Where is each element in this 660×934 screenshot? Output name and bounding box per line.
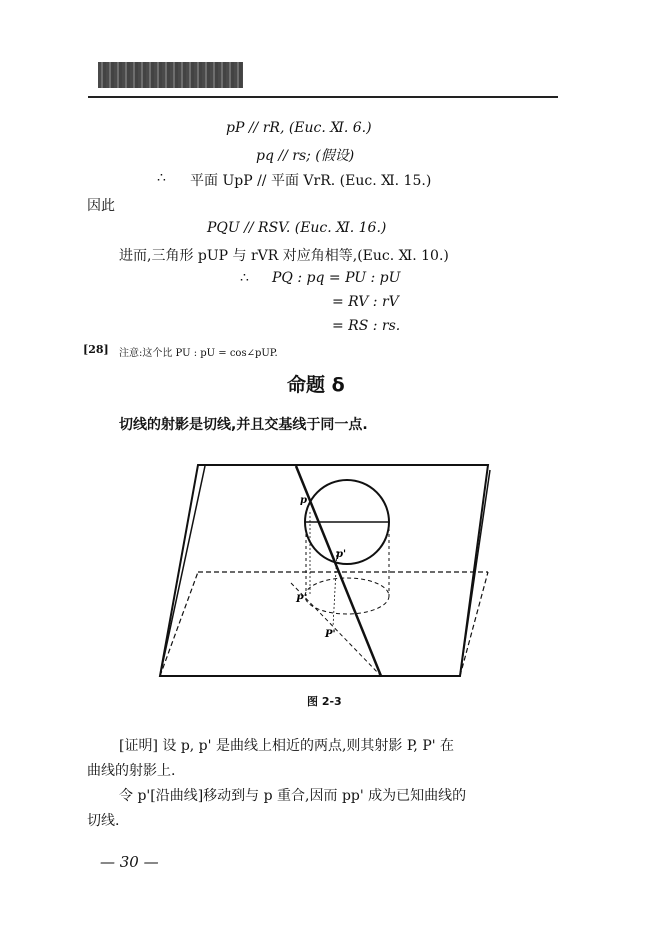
label-P: P	[296, 594, 304, 605]
label-P-prime: P'	[325, 629, 336, 640]
projected-ellipse	[305, 578, 389, 614]
footnote-marker: [28]	[83, 343, 109, 356]
therefore-symbol-2: ∴	[240, 270, 249, 286]
figure-caption: 图 2-3	[307, 695, 342, 708]
page-number: — 30 —	[100, 853, 159, 871]
equation-line-4: PQU // RSV. (Euc. Ⅺ. 16.)	[207, 220, 387, 236]
footnote-text: 注意:这个比 PU : pU = cos∠pUP.	[119, 348, 278, 359]
label-p-prime: p'	[336, 549, 347, 560]
ratio-line-2: = RV : rV	[332, 294, 399, 310]
therefore-symbol: ∴	[157, 170, 166, 186]
ratio-line-3: = RS : rs.	[332, 318, 401, 334]
equation-line-2: pq // rs; (假设)	[256, 148, 355, 164]
proof-line-2: 曲线的射影上.	[87, 763, 176, 779]
hence-label: 因此	[87, 198, 115, 214]
proposition-title: 命题 δ	[287, 374, 345, 396]
ratio-line-1: PQ : pq = PU : pU	[272, 270, 401, 286]
right-side-edge	[460, 470, 490, 676]
upper-plane-outline	[160, 465, 488, 676]
proof-line-4: 切线.	[87, 813, 120, 829]
left-side-edge	[160, 466, 205, 676]
equation-line-1: pP // rR, (Euc. Ⅺ. 6.)	[226, 120, 372, 136]
projected-tangent	[291, 583, 381, 676]
label-p: p	[300, 495, 307, 506]
equation-line-5: 进而,三角形 pUP 与 rVR 对应角相等,(Euc. Ⅺ. 10.)	[119, 248, 449, 264]
proof-line-1: [证明] 设 p, p' 是曲线上相近的两点,则其射影 P, P' 在	[119, 738, 455, 754]
proof-line-3: 令 p'[沿曲线]移动到与 p 重合,因而 pp' 成为已知曲线的	[119, 788, 467, 804]
tangent-line	[296, 466, 381, 676]
equation-line-3: 平面 UpP // 平面 VrR. (Euc. Ⅺ. 15.)	[190, 173, 432, 189]
proposition-statement: 切线的射影是切线,并且交基线于同一点.	[119, 417, 368, 433]
